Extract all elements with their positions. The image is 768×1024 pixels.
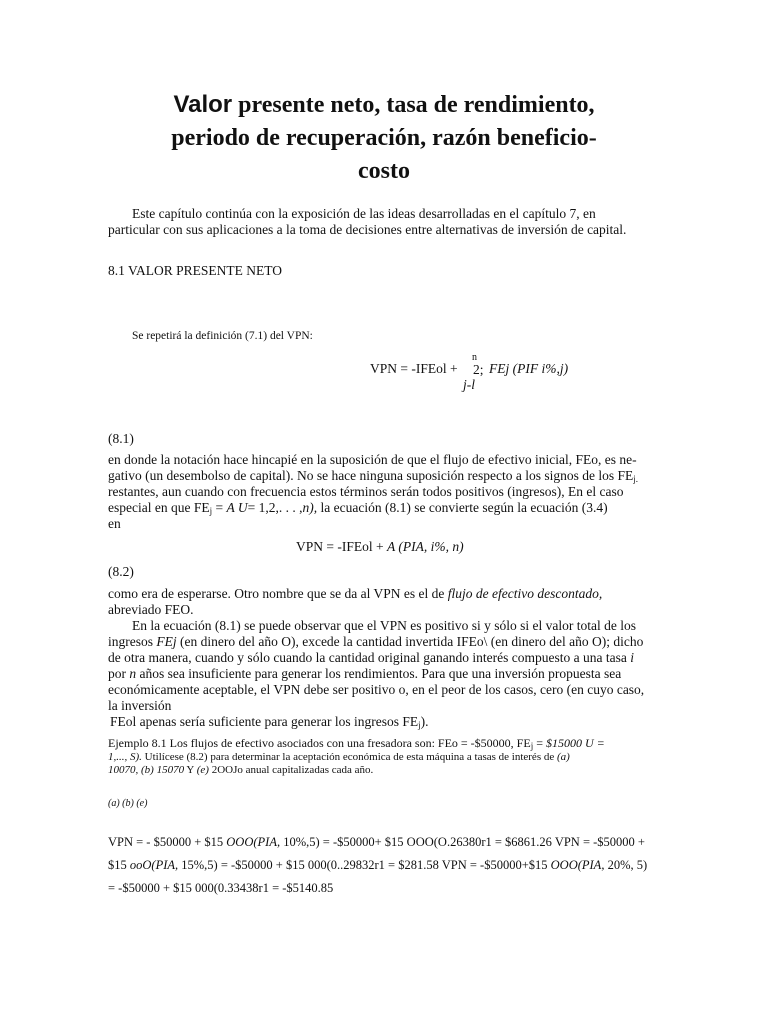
title-line-3: costo (358, 158, 410, 184)
section-heading: 8.1 VALOR PRESENTE NETO (108, 263, 283, 278)
paragraph-2 (108, 586, 660, 730)
para2-line-4: ingresos FEj (en dinero del año O), excede la cantidad invertida IFEo\ (en dinero del año O); dicho (108, 634, 644, 649)
definition-intro: Se repetirá la definición (7.1) del VPN: (132, 330, 313, 342)
formula-1-sum-bottom: j-l (463, 377, 475, 392)
title-line-2: periodo de recuperación, razón beneficio- (171, 125, 597, 151)
title-line-1: Valor presente neto, tasa de rendimiento, (173, 91, 595, 118)
formula-2-rhs: A (PIA, i%, n) (386, 539, 464, 554)
para2-line-6: por n años sea insuficiente para generar los rendimientos. Para que una inversión propuesta sea (108, 666, 622, 681)
solution (108, 831, 660, 900)
equation-label-8-1: (8.1) (108, 431, 134, 446)
intro-line-2: particular con sus aplicaciones a la toma de decisiones entre alternativas de inversión de capital. (108, 222, 627, 237)
solution-line-3: = -$50000 + $15 000(0.33438r1 = -$5140.85 (108, 881, 334, 895)
example-line-1: Ejemplo 8.1 Los flujos de efectivo asociados con una fresadora son: FEo = -$50000, $FE_j$ = $15000 U = (108, 736, 605, 751)
para1-line-1: en donde la notación hace hincapié en la suposición de que el flujo de efectivo inicial, FEo, es ne- (108, 452, 637, 467)
formula-1-lhs: VPN = -IFEol + (370, 361, 458, 376)
para2-line-1: como era de esperarse. Otro nombre que se da al VPN es el de flujo de efectivo descontado, (108, 586, 603, 601)
solution-line-2: $15 ooO(PIA, 15%,5) = -$50000 + $15 000(0..29832r1 = $281.58 VPN = -$50000+$15 OOO(PIA, 20%, 5) (108, 858, 648, 872)
para2-line-8: la inversión (108, 698, 172, 713)
para1-line-2: gativo (un desembolso de capital). No se hace ninguna suposición respecto a los signos de los $FE_{j.}$ (108, 468, 639, 484)
formula-1-sum-top: n (472, 352, 477, 363)
para1-line-5: en (108, 516, 121, 531)
example-line-3: 10070, (b) 15070 Y (e) 2OOJo anual capitalizadas cada año. (108, 764, 374, 776)
paragraph-1 (108, 452, 660, 532)
para2-line-3: En la ecuación (8.1) se puede observar que el VPN es positivo si y sólo si el valor total de los (132, 618, 637, 633)
example-8-1 (108, 736, 660, 777)
formula-8-2 (296, 539, 464, 555)
formula-2-lhs: VPN = -IFEol + (296, 539, 387, 554)
formula-1-sum-symbol: 2; (473, 362, 484, 377)
para2-line-2: abreviado FEO. (108, 602, 194, 617)
intro-line-1: Este capítulo continúa con la exposición de las ideas desarrolladas en el capítulo 7, en (132, 206, 596, 221)
para2-line-7: económicamente aceptable, el VPN debe ser positivo o, en el peor de los casos, cero (en cuyo caso, (108, 682, 645, 697)
intro-paragraph (108, 206, 660, 238)
para1-line-4: especial en que $FE_j = A$ U= 1,2,. . . ,n), la ecuación (8.1) se convierte según la ecuación (3.4) (108, 500, 608, 516)
page-title (120, 88, 648, 188)
formula-1-rhs: FEj (PIF i%,j) (489, 361, 569, 376)
equation-label-8-2: (8.2) (108, 564, 134, 579)
example-line-2: 1,..., S). Utilícese (8.2) para determinar la aceptación económica de esta máquina a tasas de interés de (a) (108, 751, 570, 763)
para1-line-3: restantes, aun cuando con frecuencia estos términos serán todos positivos (ingresos), En el caso (108, 484, 624, 499)
para2-line-5: de otra manera, cuando y sólo cuando la cantidad original ganando interés compuesto a una tasa i (108, 650, 634, 665)
para2-line-9: FEol apenas sería suficiente para generar los ingresos $FE_j$). (110, 714, 429, 730)
solution-line-1: VPN = - $50000 + $15 OOO(PIA, 10%,5) = -$50000+ $15 OOO(O.26380r1 = $6861.26 VPN = -$50000 + (108, 835, 645, 849)
cases-label: (a) (b) (e) (108, 798, 148, 809)
